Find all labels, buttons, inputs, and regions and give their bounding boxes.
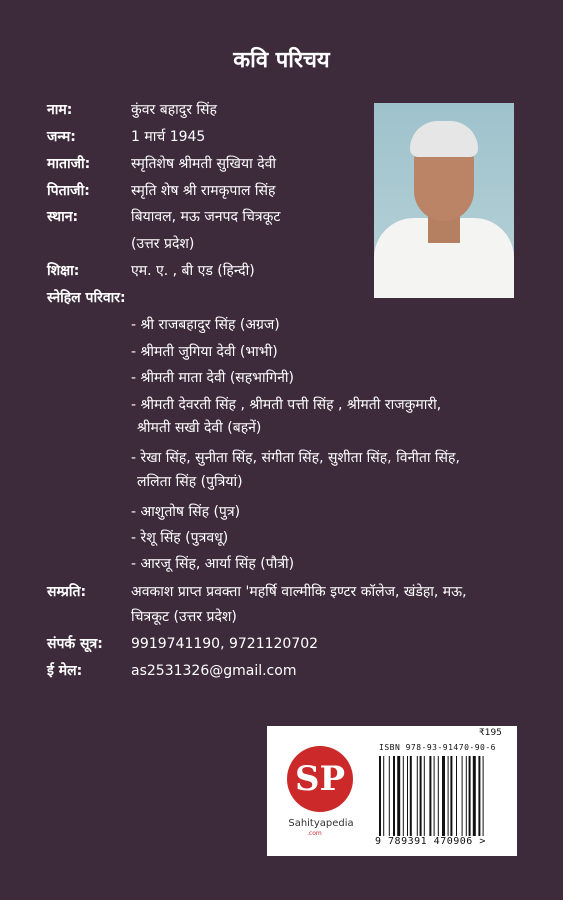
mother-label: माताजी:: [47, 156, 91, 172]
education-label: शिक्षा:: [47, 263, 80, 279]
publisher-name: Sahityapedia: [288, 818, 354, 829]
occupation-value-line2: चित्रकूट (उत्तर प्रदेश): [131, 609, 237, 625]
price: ₹195: [479, 728, 502, 738]
contact-value: 9919741190, 9721120702: [131, 636, 319, 652]
email-value: as2531326@gmail.com: [131, 663, 297, 679]
family-item: - रेखा सिंह, सुनीता सिंह, संगीता सिंह, सुशीता सिंह, विनीता सिंह,: [131, 450, 460, 466]
isbn-label: ISBN 978-93-91470-90-6: [379, 743, 496, 752]
father-value: स्मृति शेष श्री रामकृपाल सिंह: [131, 183, 276, 199]
place-label: स्थान:: [47, 209, 79, 225]
family-item: - श्रीमती देवरती सिंह , श्रीमती पत्ती सिंह , श्रीमती राजकुमारी,: [131, 397, 442, 413]
contact-label: संपर्क सूत्र:: [47, 636, 103, 652]
family-item: - रेशू सिंह (पुत्रवधू): [131, 530, 229, 546]
page-title: कवि परिचय: [233, 48, 330, 73]
author-photo: [374, 103, 514, 298]
publisher-logo: SP: [287, 746, 353, 812]
isbn-number: 9 789391 470906 >: [375, 836, 486, 847]
email-label: ई मेल:: [47, 663, 83, 679]
barcode-icon: [379, 756, 511, 836]
family-item: - आरजू सिंह, आर्या सिंह (पौत्री): [131, 556, 295, 572]
birth-label: जन्म:: [47, 129, 76, 145]
publisher-suffix: .com: [307, 830, 322, 837]
name-label: नाम:: [47, 102, 73, 118]
place-value-line2: (उत्तर प्रदेश): [131, 236, 195, 252]
family-item: - श्रीमती माता देवी (सहभागिनी): [131, 370, 295, 386]
occupation-value: अवकाश प्राप्त प्रवक्ता 'महर्षि वाल्मीकि इण्टर कॉलेज, खंडेहा, मऊ,: [131, 584, 467, 600]
education-value: एम. ए. , बी एड (हिन्दी): [131, 263, 255, 279]
birth-value: 1 मार्च 1945: [131, 129, 206, 145]
place-value: बियावल, मऊ जनपद चित्रकूट: [131, 209, 281, 225]
family-item: - श्री राजबहादुर सिंह (अग्रज): [131, 317, 280, 333]
occupation-label: सम्प्रति:: [47, 584, 87, 600]
name-value: कुंवर बहादुर सिंह: [131, 102, 217, 118]
barcode-panel: [267, 726, 517, 856]
father-label: पिताजी:: [47, 183, 90, 199]
family-item: - श्रीमती जुगिया देवी (भाभी): [131, 344, 278, 360]
family-item: - आशुतोष सिंह (पुत्र): [131, 504, 241, 520]
mother-value: स्मृतिशेष श्रीमती सुखिया देवी: [131, 156, 277, 172]
family-label: स्नेहिल परिवार:: [47, 290, 126, 306]
family-item: ललिता सिंह (पुत्रियां): [137, 474, 243, 490]
family-item: श्रीमती सखी देवी (बहनें): [137, 420, 262, 436]
